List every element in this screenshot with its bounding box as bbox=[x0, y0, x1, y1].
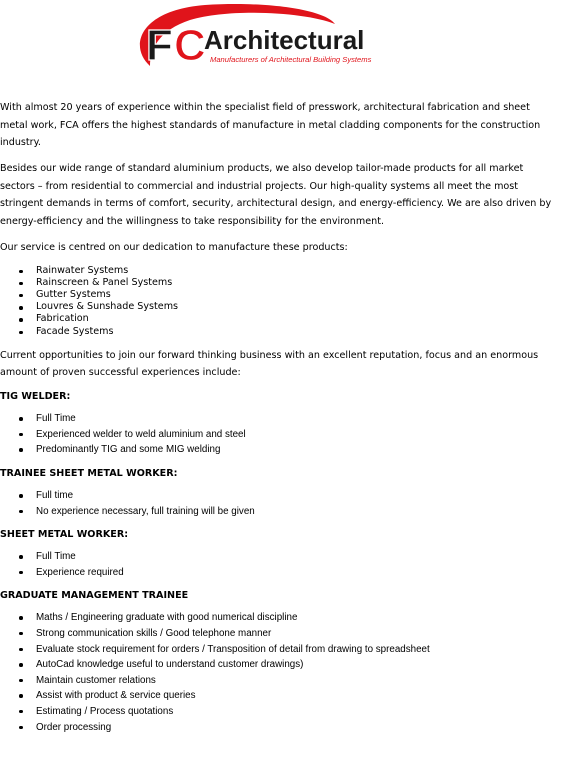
list-item: AutoCad knowledge useful to understand customer drawings) bbox=[0, 657, 560, 673]
list-item: Maintain customer relations bbox=[0, 673, 560, 689]
logo-initial-c: C bbox=[174, 21, 206, 70]
list-item: Evaluate stock requirement for orders / Transposition of detail from drawing to spreadsheet bbox=[0, 642, 560, 658]
list-item: Full Time bbox=[0, 411, 560, 427]
fc-architectural-logo bbox=[120, 2, 390, 74]
list-item: Strong communication skills / Good telephone manner bbox=[0, 626, 560, 642]
job-list-sheet-metal-worker bbox=[0, 549, 560, 580]
logo-initial-f: F bbox=[146, 21, 173, 70]
job-title-tig-welder: TIG WELDER: bbox=[0, 391, 71, 403]
job-title-graduate-management-trainee: GRADUATE MANAGEMENT TRAINEE bbox=[0, 590, 189, 602]
list-item: Fabrication bbox=[0, 313, 560, 325]
list-item: Full Time bbox=[0, 549, 560, 565]
intro-paragraph-2: Besides our wide range of standard aluminium products, we also develop tailor-made products for all market sectors – from residential to commercial and industrial projects. Our high-quality systems all meet the most stringent demands in terms of comfort, security, architectural design, and energy-efficiency. We are also driven by energy-efficiency and the willingness to take responsibility for the environment. bbox=[0, 163, 552, 227]
list-item: Predominantly TIG and some MIG welding bbox=[0, 442, 560, 458]
list-item: Facade Systems bbox=[0, 326, 560, 338]
intro-paragraph-3: Our service is centred on our dedication to manufacture these products: bbox=[0, 241, 348, 253]
list-item: Full time bbox=[0, 488, 560, 504]
list-item: Rainwater Systems bbox=[0, 265, 560, 277]
job-list-trainee-sheet-metal-worker bbox=[0, 488, 560, 519]
list-item: Maths / Engineering graduate with good numerical discipline bbox=[0, 610, 560, 626]
job-title-sheet-metal-worker: SHEET METAL WORKER: bbox=[0, 529, 129, 541]
list-item: Experienced welder to weld aluminium and steel bbox=[0, 427, 560, 443]
list-item: Order processing bbox=[0, 720, 560, 736]
list-item: Gutter Systems bbox=[0, 289, 560, 301]
logo-name: Architectural bbox=[204, 25, 365, 55]
opportunities-paragraph: Current opportunities to join our forward thinking business with an excellent reputation, focus and an enormous amount of proven successful experiences include: bbox=[0, 349, 539, 379]
job-list-tig-welder bbox=[0, 411, 560, 458]
list-item: No experience necessary, full training will be given bbox=[0, 504, 560, 520]
logo-tagline: Manufacturers of Architectural Building Systems bbox=[210, 55, 372, 64]
job-list-graduate-management-trainee bbox=[0, 610, 560, 735]
list-item: Rainscreen & Panel Systems bbox=[0, 277, 560, 289]
intro-paragraph-1: With almost 20 years of experience within the specialist field of presswork, architectural fabrication and sheet metal work, FCA offers the highest standards of manufacture in metal cladding components for the construction industry. bbox=[0, 102, 541, 148]
product-list bbox=[0, 265, 560, 338]
document-body bbox=[0, 99, 560, 744]
list-item: Estimating / Process quotations bbox=[0, 704, 560, 720]
job-title-trainee-sheet-metal-worker: TRAINEE SHEET METAL WORKER: bbox=[0, 468, 178, 479]
list-item: Experience required bbox=[0, 565, 560, 581]
list-item: Assist with product & service queries bbox=[0, 688, 560, 704]
list-item: Louvres & Sunshade Systems bbox=[0, 301, 560, 313]
